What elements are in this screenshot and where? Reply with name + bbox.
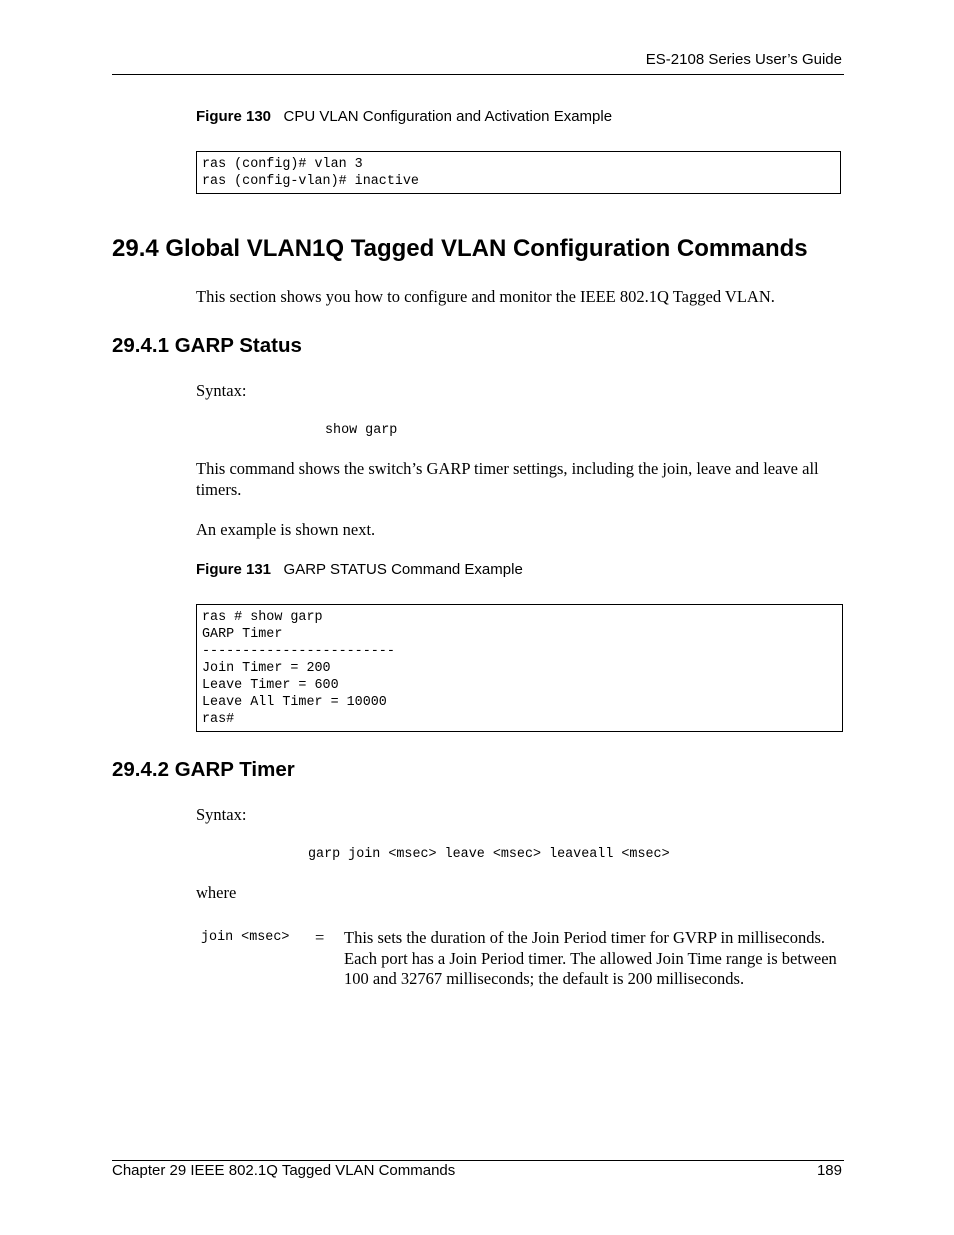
footer-chapter: Chapter 29 IEEE 802.1Q Tagged VLAN Commands [112, 1162, 456, 1179]
code-line: Leave Timer = 600 [202, 678, 339, 693]
code-line: ------------------------ [202, 644, 395, 659]
param-equals: = [315, 928, 325, 947]
code-line: ras # show garp [202, 610, 323, 625]
figure-130-caption [196, 108, 612, 125]
figure-130-caption-text: CPU VLAN Configuration and Activation Example [283, 108, 613, 125]
code-line: ras (config-vlan)# inactive [202, 174, 419, 189]
header-rule [112, 74, 844, 75]
code-line: Join Timer = 200 [202, 661, 331, 676]
garp-status-description: This command shows the switch’s GARP timer settings, including the join, leave and leave all timers. [196, 459, 819, 499]
code-line: Leave All Timer = 10000 [202, 695, 387, 710]
syntax-command: garp join <msec> leave <msec> leaveall <msec> [308, 847, 670, 862]
footer-rule [112, 1160, 844, 1161]
section-29-4-2-heading: 29.4.2 GARP Timer [112, 758, 295, 781]
syntax-label: Syntax: [196, 381, 247, 400]
section-29-4-1-heading: 29.4.1 GARP Status [112, 334, 302, 357]
footer-page-number: 189 [816, 1162, 842, 1179]
param-description: This sets the duration of the Join Period timer for GVRP in milliseconds. Each port has a Join Period timer. The allowed Join Time range is between 100 and 32767 milliseconds; the default is 200 milliseconds. [344, 928, 837, 988]
param-name: join <msec> [201, 930, 290, 945]
syntax-command: show garp [325, 423, 398, 438]
running-header-title: ES-2108 Series User’s Guide [645, 51, 842, 68]
syntax-label: Syntax: [196, 805, 247, 824]
figure-131-caption-text: GARP STATUS Command Example [283, 561, 523, 578]
figure-131-label: Figure 131 [196, 561, 272, 578]
figure-131-caption [196, 561, 523, 578]
where-label: where [196, 883, 237, 902]
code-line: ras# [202, 712, 235, 727]
section-29-4-heading: 29.4 Global VLAN1Q Tagged VLAN Configuration Commands [112, 235, 808, 262]
figure-130-code-box [196, 151, 841, 194]
code-line: ras (config)# vlan 3 [202, 157, 363, 172]
section-29-4-intro: This section shows you how to configure and monitor the IEEE 802.1Q Tagged VLAN. [196, 287, 775, 306]
figure-131-code-box [196, 604, 843, 732]
figure-130-label: Figure 130 [196, 108, 272, 125]
example-intro: An example is shown next. [196, 520, 376, 539]
code-line: GARP Timer [202, 627, 283, 642]
